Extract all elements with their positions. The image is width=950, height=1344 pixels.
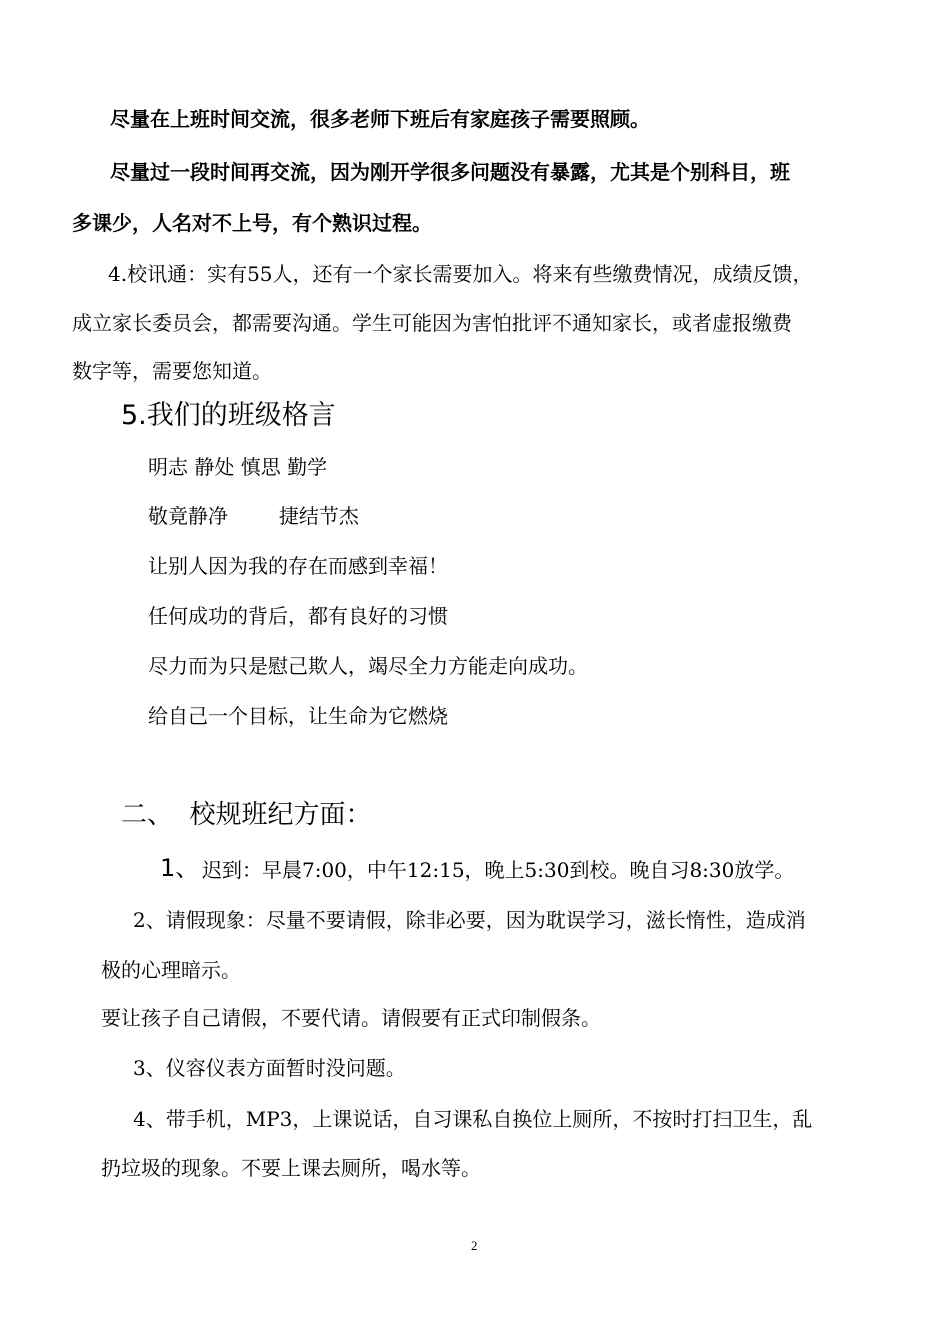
item-2-line-2: 极的心理暗示。 — [101, 958, 241, 982]
item-4-line-2: 扔垃圾的现象。不要上课去厕所，喝水等。 — [101, 1156, 481, 1180]
paragraph-line-5: 成立家长委员会，都需要沟通。学生可能因为害怕批评不通知家长，或者虚报缴费 — [72, 311, 792, 335]
item-2-line-1: 2、请假现象：尽量不要请假，除非必要，因为耽误学习，滋长惰性，造成消 — [133, 908, 806, 932]
paragraph-line-6: 数字等，需要您知道。 — [72, 359, 272, 383]
paragraph-line-4: 4.校讯通：实有55人，还有一个家长需要加入。将来有些缴费情况，成绩反馈， — [108, 262, 813, 286]
item-4-line-1: 4、带手机，MP3，上课说话，自习课私自换位上厕所，不按时打扫卫生，乱 — [133, 1107, 813, 1131]
motto-line: 敬竟静净 捷结节杰 — [148, 504, 359, 528]
item-3: 3、仪容仪表方面暂时没问题。 — [133, 1056, 406, 1080]
item-2-line-3: 要让孩子自己请假，不要代请。请假要有正式印制假条。 — [101, 1006, 601, 1030]
section-5-heading: 5.我们的班级格言 — [121, 400, 336, 431]
paragraph-line-1: 尽量在上班时间交流，很多老师下班后有家庭孩子需要照顾。 — [110, 107, 650, 131]
item-1-number: 1、 — [160, 854, 200, 882]
paragraph-line-3: 多课少，人名对不上号，有个熟识过程。 — [72, 211, 432, 235]
motto-line: 明志 静处 慎思 勤学 — [148, 455, 328, 479]
page-number: 2 — [471, 1238, 478, 1253]
motto-line: 任何成功的背后，都有良好的习惯 — [148, 604, 448, 628]
section-2-heading: 二、 校规班纪方面： — [121, 800, 372, 830]
motto-line: 给自己一个目标，让生命为它燃烧 — [148, 704, 448, 728]
paragraph-line-2: 尽量过一段时间再交流，因为刚开学很多问题没有暴露，尤其是个别科目，班 — [110, 160, 790, 184]
motto-line: 尽力而为只是慰己欺人，竭尽全力方能走向成功。 — [148, 654, 588, 678]
motto-line: 让别人因为我的存在而感到幸福！ — [148, 554, 448, 578]
item-1-text: 迟到：早晨7:00，中午12:15，晚上5:30到校。晚自习8:30放学。 — [202, 858, 795, 882]
